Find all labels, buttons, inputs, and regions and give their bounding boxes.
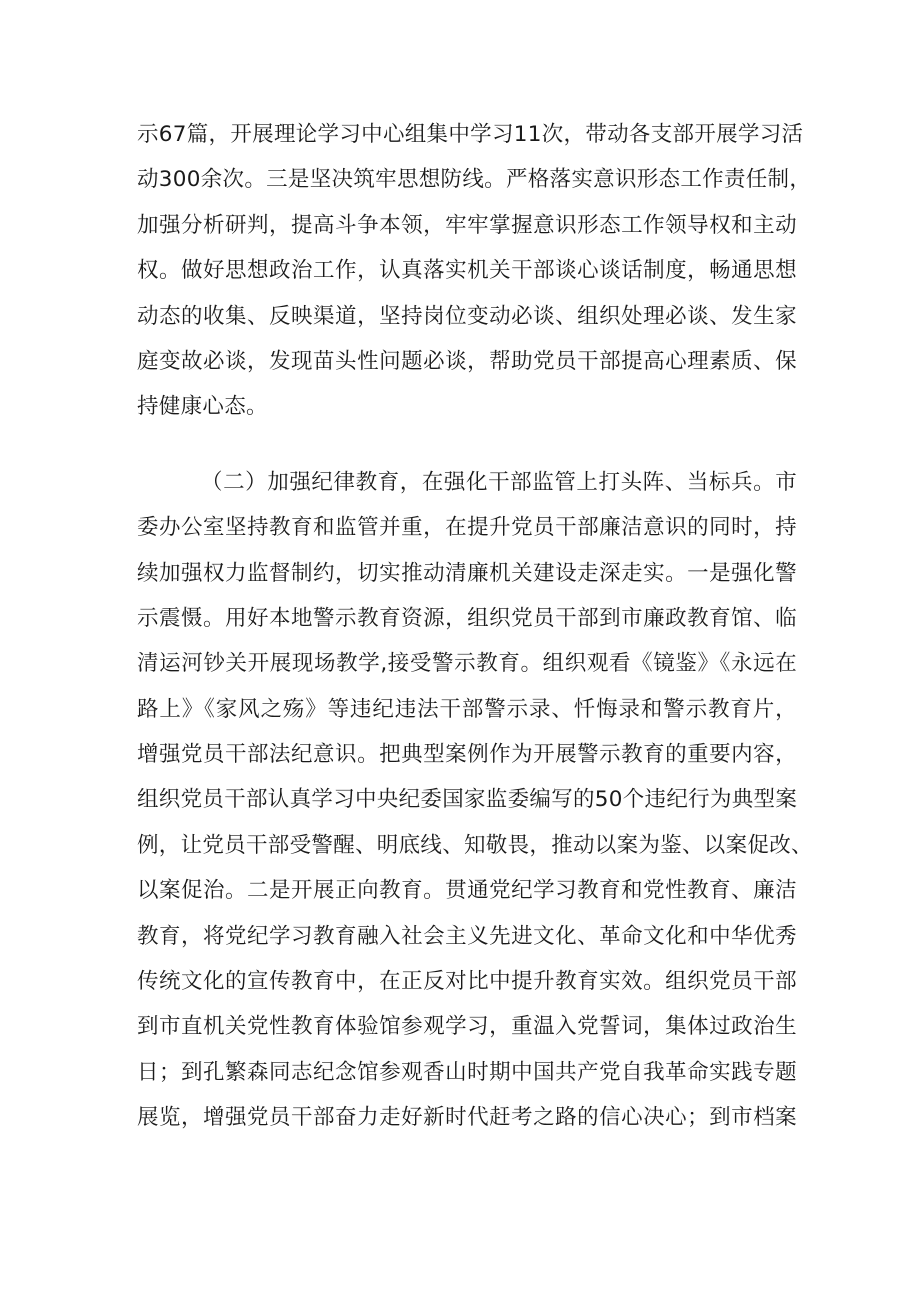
paragraph-spacer <box>137 430 797 460</box>
paragraph-1-line-5: 动态的收集、反映渠道，坚持岗位变动必谈、组织处理必谈、发生家 <box>137 303 797 329</box>
paragraph-2-line-6: 路上》《家风之殇》等违纪违法干部警示录、忏悔录和警示教育片， <box>137 696 797 722</box>
paragraph-1-line-1: 示67篇，开展理论学习中心组集中学习11次，带动各支部开展学习活 <box>137 122 804 147</box>
paragraph-2-line-9: 例，让党员干部受警醒、明底线、知敬畏，推动以案为鉴、以案促改、 <box>137 832 813 858</box>
paragraph-2-line-11: 教育，将党纪学习教育融入社会主义先进文化、革命文化和中华优秀 <box>137 923 797 949</box>
paragraph-2-line-7: 增强党员干部法纪意识。把典型案例作为开展警示教育的重要内容， <box>137 742 797 768</box>
paragraph-1 <box>137 112 812 430</box>
paragraph-2 <box>137 460 813 1141</box>
paragraph-1-line-6: 庭变故必谈，发现苗头性问题必谈，帮助党员干部提高心理素质、保 <box>137 348 797 374</box>
paragraph-1-line-2: 动300余次。三是坚决筑牢思想防线。严格落实意识形态工作责任制， <box>137 167 812 193</box>
paragraph-2-line-3: 续加强权力监督制约，切实推动清廉机关建设走深走实。一是强化警 <box>137 560 797 586</box>
paragraph-2-line-2: 委办公室坚持教育和监管并重，在提升党员干部廉洁意识的同时，持 <box>137 515 797 541</box>
paragraph-2-line-15: 展览，增强党员干部奋力走好新时代赶考之路的信心决心；到市档案 <box>137 1105 797 1131</box>
paragraph-2-line-8: 组织党员干部认真学习中央纪委国家监委编写的50个违纪行为典型案 <box>137 787 798 813</box>
paragraph-2-line-13: 到市直机关党性教育体验馆参观学习，重温入党誓词，集体过政治生 <box>137 1014 797 1040</box>
document-body <box>137 112 813 1141</box>
paragraph-2-line-12: 传统文化的宣传教育中，在正反对比中提升教育实效。组织党员干部 <box>137 969 797 995</box>
paragraph-2-line-14: 日；到孔繁森同志纪念馆参观香山时期中国共产党自我革命实践专题 <box>137 1059 797 1085</box>
paragraph-2-line-4: 示震慑。用好本地警示教育资源，组织党员干部到市廉政教育馆、临 <box>137 605 797 631</box>
paragraph-1-line-7: 持健康心态。 <box>137 394 268 420</box>
paragraph-1-line-3: 加强分析研判，提高斗争本领，牢牢掌握意识形态工作领导权和主动 <box>137 212 797 238</box>
paragraph-1-line-4: 权。做好思想政治工作，认真落实机关干部谈心谈话制度，畅通思想 <box>137 258 797 284</box>
paragraph-2-line-5: 清运河钞关开展现场教学,接受警示教育。组织观看《镜鉴》《永远在 <box>137 651 797 677</box>
paragraph-2-line-10: 以案促治。二是开展正向教育。贯通党纪学习教育和党性教育、廉洁 <box>137 878 797 904</box>
paragraph-2-line-1: （二）加强纪律教育，在强化干部监管上打头阵、当标兵。市 <box>201 469 797 495</box>
